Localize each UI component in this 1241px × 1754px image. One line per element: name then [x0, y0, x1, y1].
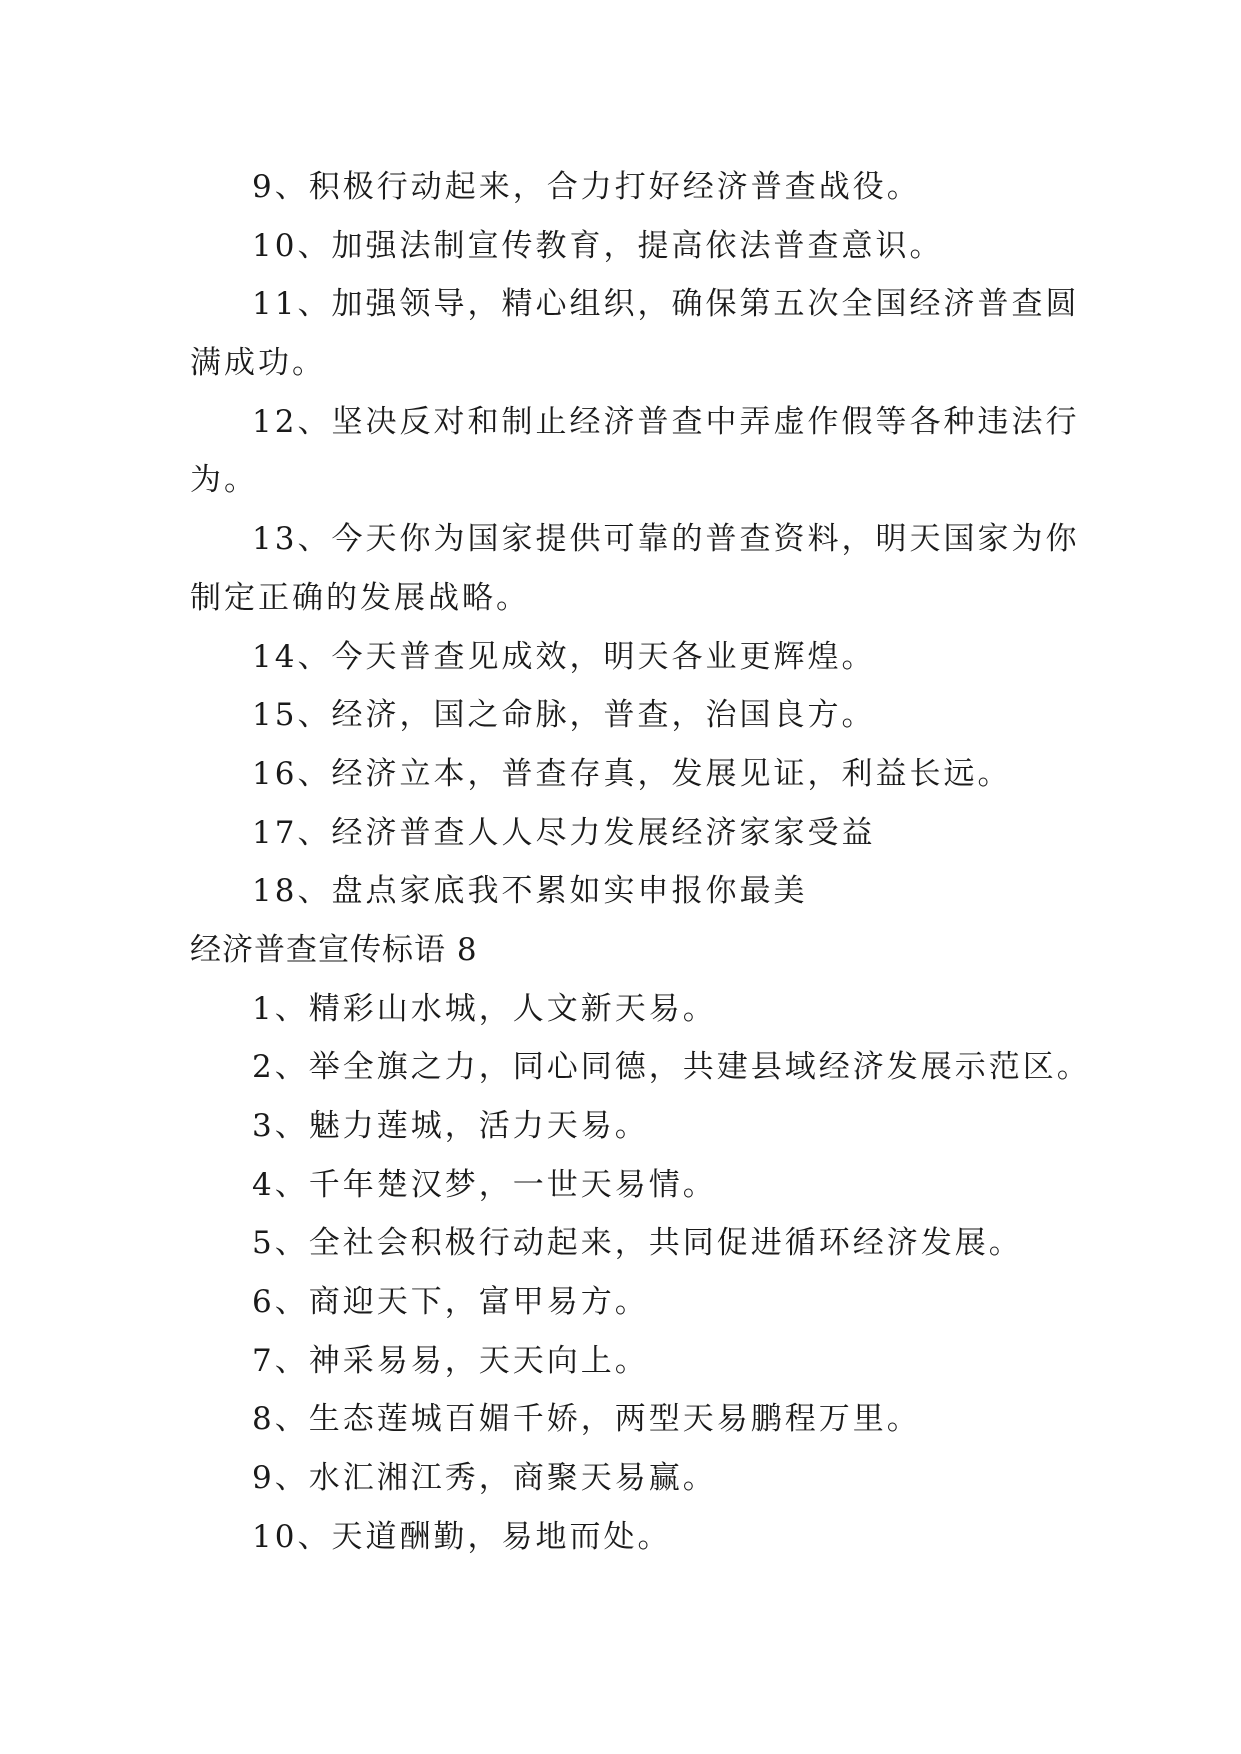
text-line: 7、神采易易，天天向上。 [252, 1342, 649, 1379]
text-line: 11、加强领导，精心组织，确保第五次全国经济普查圆 [252, 286, 1080, 323]
text-line: 8、生态莲城百媚千娇，两型天易鹏程万里。 [252, 1401, 921, 1438]
text-line: 3、魅力莲城，活力天易。 [252, 1108, 649, 1144]
text-line: 18、盘点家底我不累如实申报你最美 [252, 873, 808, 910]
text-line: 10、天道酬勤，易地而处。 [252, 1518, 672, 1555]
text-line: 16、经济立本，普查存真，发展见证，利益长远。 [252, 755, 1012, 792]
text-line: 满成功。 [190, 345, 326, 382]
text-line: 12、坚决反对和制止经济普查中弄虚作假等各种违法行 [252, 403, 1080, 440]
text-line: 13、今天你为国家提供可靠的普查资料，明天国家为你 [252, 521, 1080, 558]
text-line: 17、经济普查人人尽力发展经济家家受益 [252, 814, 876, 851]
document-body [190, 158, 1091, 1567]
text-line: 1、精彩山水城，人文新天易。 [252, 990, 717, 1027]
text-line: 2、举全旗之力，同心同德，共建县域经济发展示范区。 [252, 1049, 1091, 1086]
text-line: 6、商迎天下，富甲易方。 [252, 1284, 649, 1321]
text-line: 9、积极行动起来，合力打好经济普查战役。 [252, 169, 921, 205]
text-line: 14、今天普查见成效，明天各业更辉煌。 [252, 638, 876, 675]
text-line: 制定正确的发展战略。 [190, 579, 530, 616]
text-line: 为。 [190, 462, 258, 499]
text-line: 9、水汇湘江秀，商聚天易赢。 [252, 1460, 717, 1497]
text-line: 4、千年楚汉梦，一世天易情。 [252, 1166, 717, 1203]
text-line: 10、加强法制宣传教育，提高依法普查意识。 [252, 227, 944, 264]
text-line: 15、经济，国之命脉，普查，治国良方。 [252, 697, 876, 734]
section-heading: 经济普查宣传标语 8 [190, 931, 478, 968]
text-line: 5、全社会积极行动起来，共同促进循环经济发展。 [252, 1225, 1023, 1262]
